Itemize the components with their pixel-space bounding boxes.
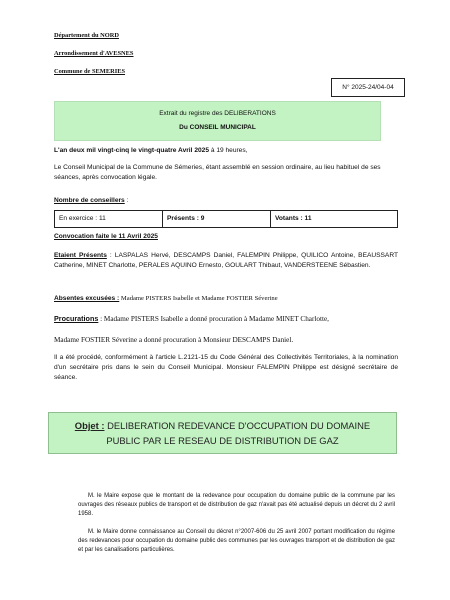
procurations-line-2: Madame FOSTIER Séverine a donné procuration à Monsieur DESCAMPS Daniel. xyxy=(54,336,294,344)
paragraph-decret: M. le Maire donne connaissance au Conseil du décret n°2007-606 du 25 avril 2007 portant modification du régime des redevances pour occupation du domaine public des communes par les ouvrages transport et de distribution de gaz et par les canalisations particulières. xyxy=(78,529,395,554)
absents-paragraph xyxy=(54,294,398,304)
presents-paragraph xyxy=(54,251,398,271)
objet-line-1 xyxy=(49,418,396,433)
counts-table xyxy=(54,210,398,228)
procurations-text-1: : Madame PISTERS Isabelle a donné procuration à Madame MINET Charlotte, xyxy=(98,315,329,323)
absents-label: Absentes excusées : xyxy=(54,295,120,302)
reference-number: N° 2025-24/04-04 xyxy=(331,78,405,97)
objet-banner xyxy=(48,412,397,454)
date-year: 2025 xyxy=(194,147,209,154)
counts-heading-suffix: : xyxy=(124,197,129,204)
objet-text-1: DELIBERATION REDEVANCE D'OCCUPATION DU DOMAINE xyxy=(104,420,371,431)
extract-banner xyxy=(54,101,381,141)
procurations-paragraph xyxy=(54,312,398,347)
date-suffix: à 19 heures, xyxy=(208,147,248,154)
procurations-label: Procurations xyxy=(54,314,99,323)
date-line xyxy=(54,146,398,156)
counts-heading xyxy=(54,196,398,206)
count-votants: Votants : 11 xyxy=(275,215,312,222)
secretary-paragraph: Il a été procédé, conformément à l'article L.2121-15 du Code Général des Collectivités Territoriales, à la nomination d'un secrétaire pris dans le sein du Conseil Municipal. Monsieur FALEMPIN Philippe est désigné secrétaire de séance. xyxy=(54,354,398,381)
header-arrondissement: Arrondissement d'AVESNES xyxy=(54,50,134,57)
count-en-exercice: En exercice : 11 xyxy=(55,211,163,227)
presents-label: Etaient Présents xyxy=(54,252,107,259)
objet-line-2: PUBLIC PAR LE RESEAU DE DISTRIBUTION DE GAZ xyxy=(106,435,339,446)
convocation-date: Convocation faite le 11 Avril 2025 xyxy=(54,233,158,240)
extract-line-1: Extrait du registre des DELIBERATIONS xyxy=(159,110,276,117)
extract-line-2: Du CONSEIL MUNICIPAL xyxy=(179,124,256,131)
header-departement: Département du NORD xyxy=(54,32,119,39)
counts-heading-label: Nombre de conseillers xyxy=(54,197,125,204)
header-commune: Commune de SEMERIES xyxy=(54,68,126,75)
date-prefix: L'an deux mil vingt-cinq le vingt-quatre Avril xyxy=(54,147,195,154)
objet-label: Objet : xyxy=(74,420,105,431)
intro-paragraph: Le Conseil Municipal de la Commune de Sémeries, étant assemblé en session ordinaire, au lieu habituel de ses séances, après convocation légale. xyxy=(54,164,381,181)
procurations-line-1 xyxy=(54,312,398,326)
presents-text: : LASPALAS Hervé, DESCAMPS Daniel, FALEMPIN Philippe, QUILICO Antoine, BEAUSSART Catherine, MINET Charlotte, PERALES AQUINO Ernesto, GOULART Thibaut, VANDERSTEENE Sébastien. xyxy=(54,252,398,269)
paragraph-redevance: M. le Maire expose que le montant de la redevance pour occupation du domaine public de la commune par les ouvrages des réseaux publics de transport et de distribution de gaz n'avait pas été actualisé depuis un décret du 2 avril 1958. xyxy=(78,493,395,518)
absents-text: Madame PISTERS Isabelle et Madame FOSTIER Séverine xyxy=(119,295,278,302)
count-presents: Présents : 9 xyxy=(163,211,271,227)
